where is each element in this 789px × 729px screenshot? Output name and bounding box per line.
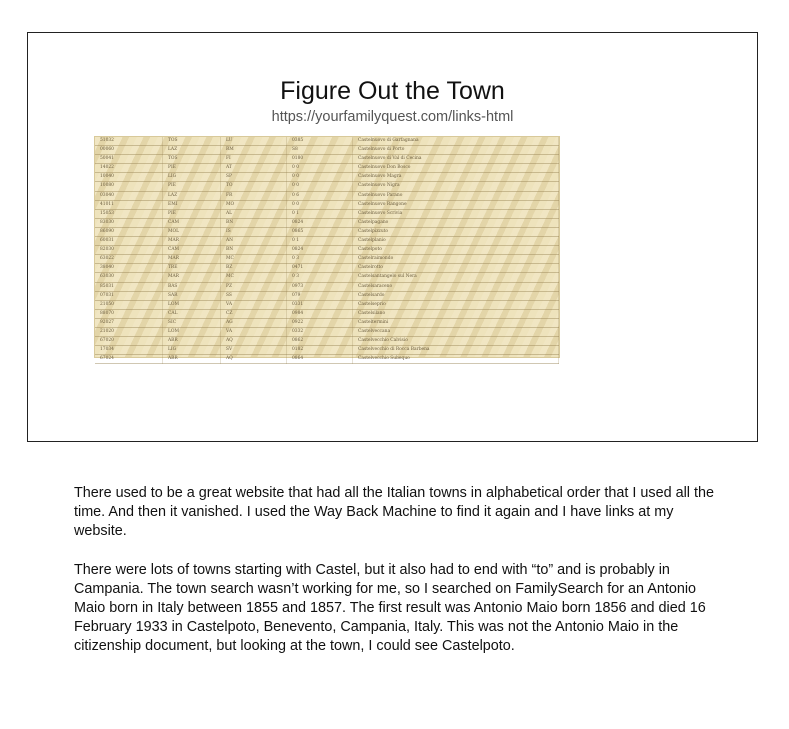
table-cell: 50041 xyxy=(95,155,163,164)
table-cell: CZ xyxy=(221,309,287,318)
slide-frame xyxy=(27,32,758,442)
table-cell: Castelnuovo Magra xyxy=(353,173,559,182)
table-cell: 0331 xyxy=(287,300,353,309)
table-cell: 85031 xyxy=(95,282,163,291)
table-cell: AQ xyxy=(221,337,287,346)
table-cell: 92027 xyxy=(95,318,163,327)
table-row xyxy=(95,164,559,173)
table-row xyxy=(95,300,559,309)
table-cell: 51032 xyxy=(95,137,163,146)
table-row xyxy=(95,282,559,291)
table-cell: MC xyxy=(221,273,287,282)
table-cell: 63030 xyxy=(95,273,163,282)
table-cell: 0922 xyxy=(287,318,353,327)
table-cell: CAM xyxy=(163,218,221,227)
table-cell: 0973 xyxy=(287,282,353,291)
table-cell: 88070 xyxy=(95,309,163,318)
table-cell: PZ xyxy=(221,282,287,291)
table-cell: 21050 xyxy=(95,300,163,309)
table-cell: 0 6 xyxy=(287,191,353,200)
table-cell: Castelvecchio Subequo xyxy=(353,355,559,364)
table-cell: 079 xyxy=(287,291,353,300)
table-cell: CAM xyxy=(163,246,221,255)
table-cell: Castelnuovo Nigra xyxy=(353,182,559,191)
table-cell: Castelnuovo Scrivia xyxy=(353,209,559,218)
table-cell: 0 1 xyxy=(287,209,353,218)
town-table xyxy=(95,137,559,364)
table-cell: Castelraimondo xyxy=(353,255,559,264)
table-cell: FR xyxy=(221,191,287,200)
table-row xyxy=(95,255,559,264)
table-cell: Castelseprio xyxy=(353,300,559,309)
table-row xyxy=(95,273,559,282)
table-cell: 15053 xyxy=(95,209,163,218)
table-cell: MO xyxy=(221,200,287,209)
table-cell: LIG xyxy=(163,173,221,182)
table-cell: Castelpagano xyxy=(353,218,559,227)
table-cell: Castelsardo xyxy=(353,291,559,300)
table-cell: 0 3 xyxy=(287,255,353,264)
table-cell: MAR xyxy=(163,255,221,264)
table-cell: TO xyxy=(221,182,287,191)
table-row xyxy=(95,137,559,146)
table-cell: 0824 xyxy=(287,246,353,255)
table-cell: AL xyxy=(221,209,287,218)
table-cell: 0 1 xyxy=(287,237,353,246)
table-row xyxy=(95,291,559,300)
table-cell: 60031 xyxy=(95,237,163,246)
table-cell: Castelsaraceno xyxy=(353,282,559,291)
table-cell: FI xyxy=(221,155,287,164)
table-cell: 0180 xyxy=(287,155,353,164)
table-cell: TRE xyxy=(163,264,221,273)
table-cell: 17034 xyxy=(95,346,163,355)
table-cell: MOL xyxy=(163,227,221,236)
table-cell: Castelsilano xyxy=(353,309,559,318)
slide-url: https://yourfamilyquest.com/links-html xyxy=(271,109,514,125)
table-cell: MAR xyxy=(163,273,221,282)
table-row xyxy=(95,209,559,218)
table-row xyxy=(95,155,559,164)
table-cell: Castelnuovo Don Bosco xyxy=(353,164,559,173)
table-cell: EMI xyxy=(163,200,221,209)
table-cell: 0182 xyxy=(287,346,353,355)
table-cell: Castelnuovo di Porto xyxy=(353,146,559,155)
table-cell: MAR xyxy=(163,237,221,246)
table-cell: 10080 xyxy=(95,182,163,191)
table-row xyxy=(95,191,559,200)
table-cell: 83030 xyxy=(95,218,163,227)
table-cell: 63022 xyxy=(95,255,163,264)
table-row xyxy=(95,318,559,327)
table-row xyxy=(95,327,559,336)
table-cell: 0 3 xyxy=(287,273,353,282)
table-cell: 0332 xyxy=(287,327,353,336)
table-cell: 38040 xyxy=(95,264,163,273)
table-cell: AQ xyxy=(221,355,287,364)
table-row xyxy=(95,173,559,182)
table-cell: Castelvecchio Calvisio xyxy=(353,337,559,346)
table-cell: Castelplanio xyxy=(353,237,559,246)
table-cell: VA xyxy=(221,327,287,336)
table-cell: 03040 xyxy=(95,191,163,200)
table-row xyxy=(95,146,559,155)
table-cell: 0 0 xyxy=(287,182,353,191)
table-cell: 21020 xyxy=(95,327,163,336)
slide-title: Figure Out the Town xyxy=(280,77,505,105)
table-cell: Castelpizzuto xyxy=(353,227,559,236)
table-row xyxy=(95,355,559,364)
table-cell: ABR xyxy=(163,355,221,364)
table-cell: SP xyxy=(221,173,287,182)
table-cell: SS xyxy=(221,291,287,300)
table-cell: 67020 xyxy=(95,337,163,346)
table-cell: Castelpoto xyxy=(353,246,559,255)
table-cell: S8 xyxy=(287,146,353,155)
table-cell: LAZ xyxy=(163,191,221,200)
table-cell: LIG xyxy=(163,346,221,355)
table-cell: BN xyxy=(221,218,287,227)
table-cell: MC xyxy=(221,255,287,264)
table-cell: VA xyxy=(221,300,287,309)
table-cell: BN xyxy=(221,246,287,255)
table-cell: Castelnuovo di Val di Cecina xyxy=(353,155,559,164)
table-row xyxy=(95,227,559,236)
table-cell: 86090 xyxy=(95,227,163,236)
town-list-scan xyxy=(95,137,559,362)
table-cell: AN xyxy=(221,237,287,246)
table-cell: 10040 xyxy=(95,173,163,182)
table-cell: 67024 xyxy=(95,355,163,364)
table-cell: 0 0 xyxy=(287,173,353,182)
table-cell: AT xyxy=(221,164,287,173)
table-cell: 0 0 xyxy=(287,200,353,209)
table-row xyxy=(95,246,559,255)
table-cell: 0824 xyxy=(287,218,353,227)
table-cell: BAS xyxy=(163,282,221,291)
table-row xyxy=(95,182,559,191)
table-cell: Castelterminі xyxy=(353,318,559,327)
table-cell: SAR xyxy=(163,291,221,300)
table-cell: Castelnuovo di Garfagnana xyxy=(353,137,559,146)
table-row xyxy=(95,237,559,246)
notes-paragraph-2: There were lots of towns starting with Castel, but it also had to end with “to” and is probably in Campania. The town search wasn’t working for me, so I searched on FamilySearch for an Antonio Maio born in Italy between 1855 and 1857. The first result was Antonio Maio born 1856 and died 16 February 1933 in Castelpoto, Benevento, Campania, Italy. This was not the Antonio Maio in the citizenship document, but looking at the town, I could see Castelpoto. xyxy=(74,561,706,655)
table-cell: Castelrotto xyxy=(353,264,559,273)
table-cell: Castelveccana xyxy=(353,327,559,336)
table-cell: ABR xyxy=(163,337,221,346)
table-row xyxy=(95,346,559,355)
table-cell: 82030 xyxy=(95,246,163,255)
table-cell: 0864 xyxy=(287,355,353,364)
table-cell: Castelvecchio di Rocca Barbena xyxy=(353,346,559,355)
table-row xyxy=(95,309,559,318)
table-cell: IS xyxy=(221,227,287,236)
table-cell: 0984 xyxy=(287,309,353,318)
table-cell: LOM xyxy=(163,327,221,336)
table-cell: SIC xyxy=(163,318,221,327)
table-cell: 0471 xyxy=(287,264,353,273)
table-cell: LAZ xyxy=(163,146,221,155)
table-cell: PIE xyxy=(163,164,221,173)
table-row xyxy=(95,264,559,273)
table-cell: LOM xyxy=(163,300,221,309)
table-cell: LU xyxy=(221,137,287,146)
table-cell: 14022 xyxy=(95,164,163,173)
table-cell: RM xyxy=(221,146,287,155)
table-cell: BZ xyxy=(221,264,287,273)
table-cell: Castelsantangelo sul Nera xyxy=(353,273,559,282)
table-row xyxy=(95,218,559,227)
table-cell: Castelnuovo Rangone xyxy=(353,200,559,209)
table-cell: 00060 xyxy=(95,146,163,155)
table-cell: TOS xyxy=(163,137,221,146)
speaker-notes xyxy=(74,484,724,676)
table-cell: TOS xyxy=(163,155,221,164)
table-cell: PIE xyxy=(163,209,221,218)
table-row xyxy=(95,337,559,346)
table-cell: Castelnuovo Parano xyxy=(353,191,559,200)
notes-paragraph-1: There used to be a great website that had all the Italian towns in alphabetical order that I used all the time. And then it vanished. I used the Way Back Machine to find it again and I have links at my website. xyxy=(74,485,714,540)
table-cell: 41011 xyxy=(95,200,163,209)
table-cell: 0385 xyxy=(287,137,353,146)
table-cell: SV xyxy=(221,346,287,355)
table-cell: 0865 xyxy=(287,227,353,236)
table-cell: AG xyxy=(221,318,287,327)
table-cell: 07031 xyxy=(95,291,163,300)
table-cell: 0 0 xyxy=(287,164,353,173)
table-cell: 0862 xyxy=(287,337,353,346)
table-cell: PIE xyxy=(163,182,221,191)
table-row xyxy=(95,200,559,209)
table-cell: CAL xyxy=(163,309,221,318)
